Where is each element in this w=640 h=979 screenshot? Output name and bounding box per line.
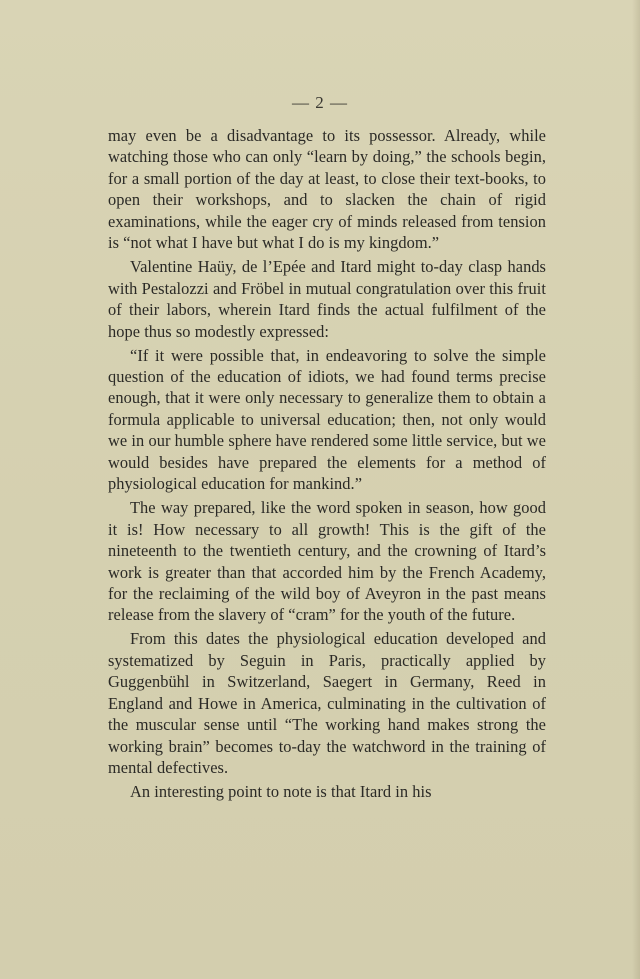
paragraph-1: may even be a disadvantage to its possessor. Already, while watching those who can only “learn by doing,” the schools begin, for a small portion of the day at least, to close their text-books, to open their workshops, and to slacken the chain of rigid examinations, while the eager cry of minds released from tension is “not what I have but what I do is my kingdom.”: [108, 126, 546, 253]
paragraph-4: The way prepared, like the word spoken in season, how good it is! How necessary to all growth! This is the gift of the nineteenth to the twentieth century, and the crowning of Itard’s work is greater than that accorded him by the French Academy, for the reclaiming of the wild boy of Aveyron in the past means release from the slavery of “cram” for the youth of the future.: [108, 498, 546, 625]
paragraph-2: Valentine Haüy, de l’Epée and Itard might to-day clasp hands with Pestalozzi and Fröbel in mutual congratulation over this fruit of their labors, wherein Itard finds the actual fulfilment of the hope thus so modestly expressed:: [108, 257, 546, 341]
page-number: — 2 —: [292, 93, 348, 112]
paragraph-6: An interesting point to note is that Itard in his: [130, 782, 432, 802]
body-text: [108, 125, 546, 805]
paragraph-3-quotation: “If it were possible that, in endeavoring to solve the simple question of the education of idiots, we had found terms precise enough, that it were only necessary to generalize them to obtain a formula applicable to universal education; then, not only would we in our humble sphere have rendered some little service, but we would besides have prepared the elements for a method of physiological education for mankind.”: [108, 345, 546, 494]
paragraph-5: From this dates the physiological education developed and systematized by Seguin in Paris, practically applied by Guggenbühl in Switzerland, Saegert in Germany, Reed in England and Howe in America, culminating in the cultivation of the muscular sense until “The working hand makes strong the working brain” becomes to-day the watchword in the training of mental defectives.: [108, 629, 546, 778]
page-edge-shadow: [632, 0, 640, 979]
